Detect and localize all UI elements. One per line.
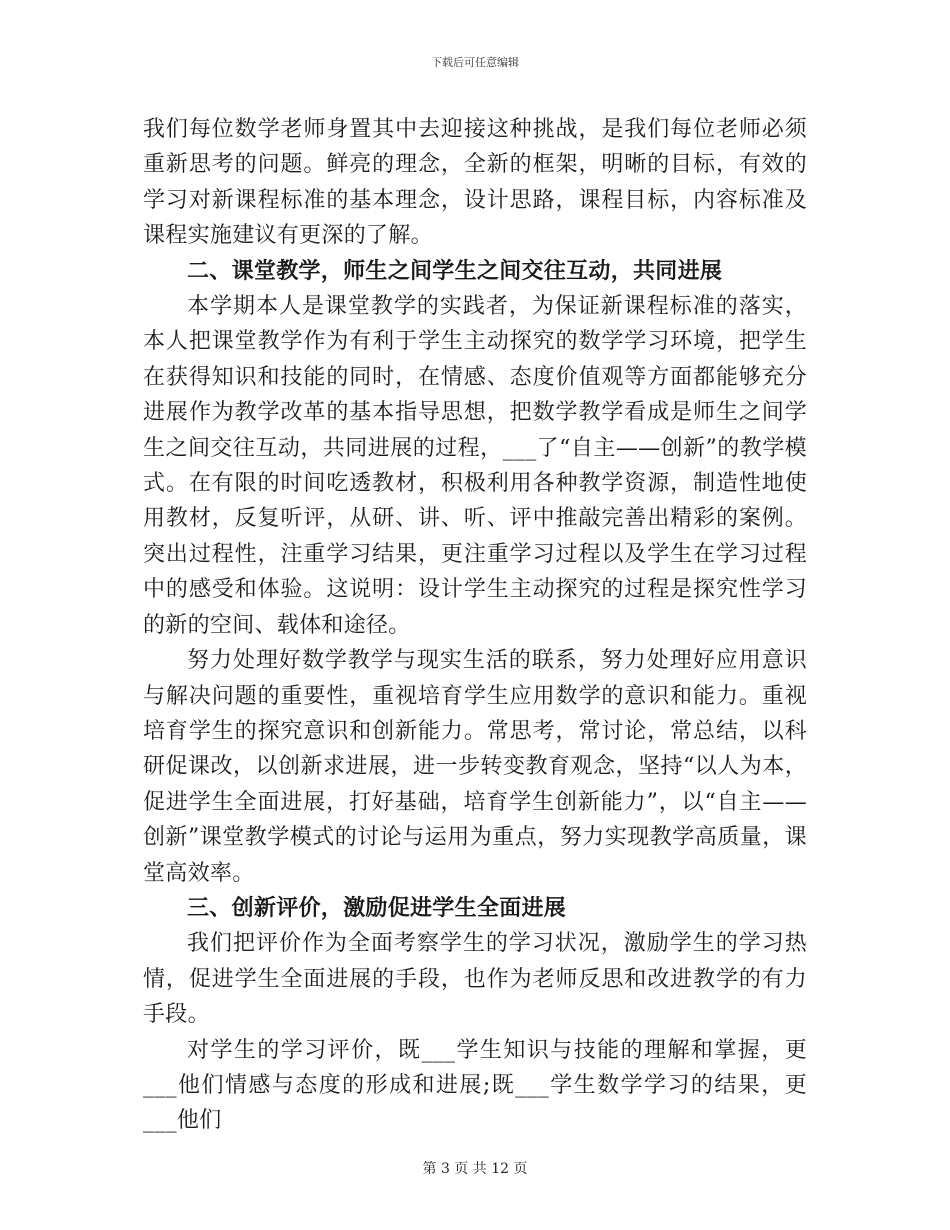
paragraph-evaluation: 我们把评价作为全面考察学生的学习状况，激励学生的学习热情，促进学生全面进展的手段，也作为老师反思和改进教学的有力手段。 [143,931,807,1028]
paragraph-intro: 我们每位数学老师身置其中去迎接这种挑战，是我们每位老师必须重新思考的问题。鲜亮的理念，全新的框架，明晰的目标，有效的学习对新课程标准的基本理念，设计思路，课程目标，内容标准及课程实施建议有更深的了解。 [143,117,807,249]
section-heading-2: 二、课堂教学，师生之间学生之间交往互动，共同进展 [187,257,723,284]
section-heading-3: 三、创新评价，激励促进学生全面进展 [187,894,567,921]
header-note: 下载后可任意编辑 [431,56,519,69]
paragraph-real-life-connection: 努力处理好数学教学与现实生活的联系，努力处理好应用意识与解决问题的重要性，重视培育学生应用数学的意识和能力。重视培育学生的探究意识和创新能力。常思考，常讨论，常总结，以科研促课改，以创新求进展，进一步转变教育观念，坚持“以人为本，促进学生全面进展，打好基础，培育学生创新能力”，以“自主——创新”课堂教学模式的讨论与运用为重点，努力实现教学高质量，课堂高效率。 [143,648,807,886]
document-body [143,112,807,1139]
paragraph-student-assessment: 对学生的学习评价，既___学生知识与技能的理解和掌握，更___他们情感与态度的形成和进展;既___学生数学学习的结果，更___他们 [143,1037,807,1134]
paragraph-classroom-teaching: 本学期本人是课堂教学的实践者，为保证新课程标准的落实，本人把课堂教学作为有利于学生主动探究的数学学习环境，把学生在获得知识和技能的同时，在情感、态度价值观等方面都能够充分进展作为教学改革的基本指导思想，把数学教学看成是师生之间学生之间交往互动，共同进展的过程，___了“自主——创新”的教学模式。在有限的时间吃透教材，积极利用各种教学资源，制造性地使用教材，反复听评，从研、讲、听、评中推敲完善出精彩的案例。突出过程性，注重学习结果，更注重学习过程以及学生在学习过程中的感受和体验。这说明：设计学生主动探究的过程是探究性学习的新的空间、载体和途径。 [143,294,807,638]
page-number: 第 3 页 共 12 页 [422,1161,528,1177]
